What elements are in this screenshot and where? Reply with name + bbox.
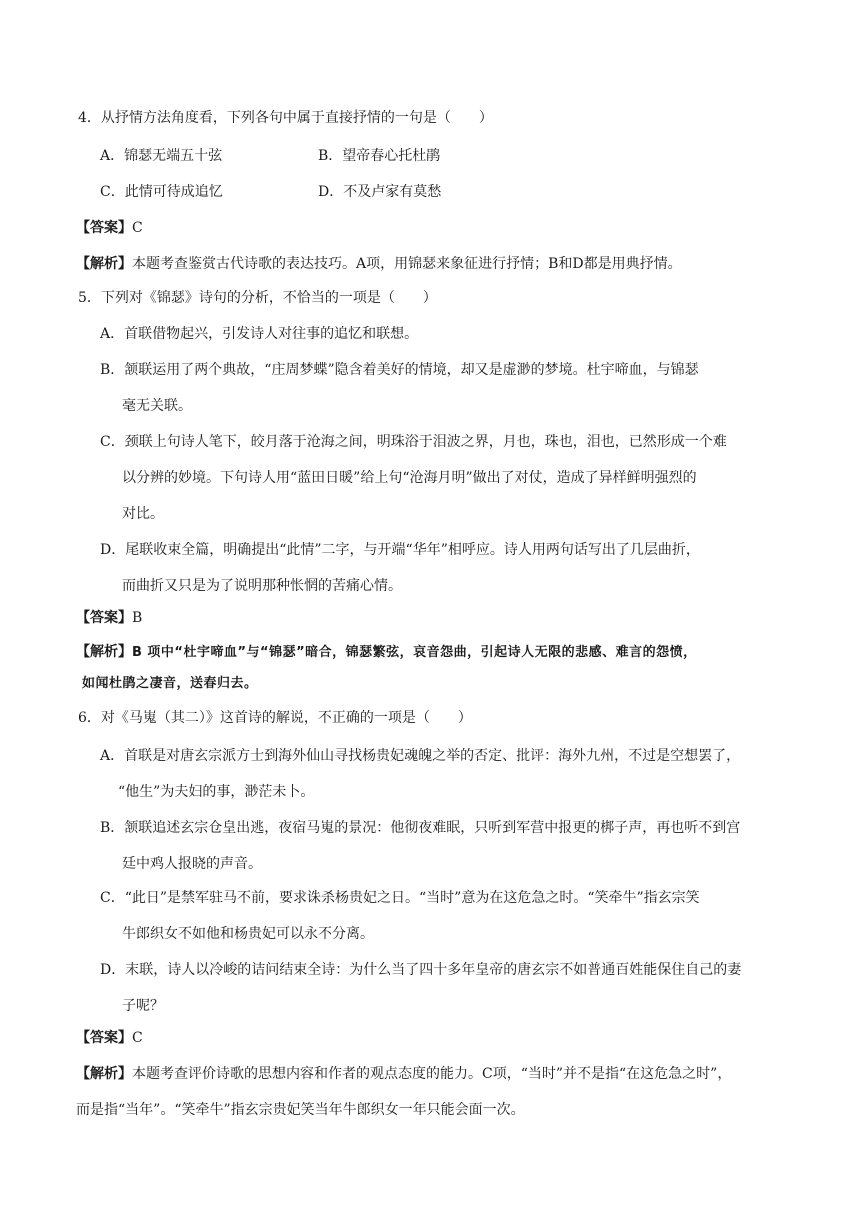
q5-analysis-line1 [76,642,697,663]
analysis-text: B 项中“杜宇啼血”与“锦瑟”暗合，锦瑟繁弦，哀音怨曲，引起诗人无限的悲感、难言的怨愤， [132,645,697,660]
q4-option-b: B．望帝春心托杜鹃 [318,148,441,164]
q6-stem: 6．对《马嵬（其二）》这首诗的解说，不正确的一项是（ ） [78,710,472,726]
q6-option-b-line2: 廷中鸡人报晓的声音。 [122,856,262,872]
q4-option-a: A．锦瑟无端五十弦 [100,148,223,164]
answer-value: C [132,220,143,236]
q6-answer [76,1028,143,1048]
q5-option-d-line1: D．尾联收束全篇，明确提出“此情”二字，与开端“华年”相呼应。诗人用两句话写出了几层曲折， [100,542,700,558]
q6-option-d-line2: 子呢？ [122,998,164,1014]
q4-option-d: D．不及卢家有莫愁 [318,184,442,200]
q6-option-c-line1: C．“此日”是禁军驻马不前，要求诛杀杨贵妃之日。“当时”意为在这危急之时。“笑牵牛”指玄宗笑 [100,890,700,906]
answer-value: C [132,1030,143,1046]
answer-tag: 【答案】 [76,220,132,236]
q5-option-b-line2: 毫无关联。 [122,398,192,414]
q4-option-c: C．此情可待成追忆 [100,184,223,200]
analysis-tag: 【解析】 [76,256,132,272]
q6-option-a-line2: “他生”为夫妇的事，渺茫未卜。 [118,784,315,800]
analysis-text: 本题考查评价诗歌的思想内容和作者的观点态度的能力。C项，“当时”并不是指“在这危急之时”， [132,1066,732,1082]
q4-stem: 4．从抒情方法角度看，下列各句中属于直接抒情的一句是（ ） [78,110,493,126]
q6-option-a-line1: A．首联是对唐玄宗派方士到海外仙山寻找杨贵妃魂魄之举的否定、批评：海外九州，不过是空想罢了， [100,748,741,764]
q5-stem: 5．下列对《锦瑟》诗句的分析，不恰当的一项是（ ） [78,290,437,306]
q6-analysis-line2: 而是指“当年”。“笑牵牛”指玄宗贵妃笑当年牛郎织女一年只能会面一次。 [76,1102,525,1118]
q5-option-c-line3: 对比。 [122,506,164,522]
q5-option-a: A．首联借物起兴，引发诗人对往事的追忆和联想。 [100,326,419,342]
analysis-tag: 【解析】 [76,644,132,660]
q6-option-d-line1: D．末联，诗人以冷峻的诘问结束全诗：为什么当了四十多年皇帝的唐玄宗不如普通百姓能保住自己的妻 [100,962,742,978]
q5-option-c-line1: C．颈联上句诗人笔下，皎月落于沧海之间，明珠浴于泪波之界，月也，珠也，泪也，已然形成一个难 [100,434,727,450]
analysis-tag: 【解析】 [76,1066,132,1082]
q5-analysis-line2: 如闻杜鹃之凄音，送春归去。 [82,676,258,691]
answer-tag: 【答案】 [76,610,132,626]
q5-option-d-line2: 而曲折又只是为了说明那种怅惘的苦痛心情。 [122,578,402,594]
analysis-text: 本题考查鉴赏古代诗歌的表达技巧。A项，用锦瑟来象征进行抒情；B和D都是用典抒情。 [132,256,682,272]
q5-option-b-line1: B．颔联运用了两个典故，“庄周梦蝶”隐含着美好的情境，却又是虚渺的梦境。杜宇啼血，与锦瑟 [100,362,699,378]
q4-answer [76,218,143,238]
q6-option-b-line1: B．颔联追述玄宗仓皇出逃，夜宿马嵬的景况：他彻夜难眠，只听到军营中报更的梆子声，再也听不到宫 [100,820,741,836]
q5-answer [76,608,142,628]
answer-value: B [132,610,143,626]
q6-analysis-line1 [76,1064,731,1084]
q6-option-c-line2: 牛郎织女不如他和杨贵妃可以永不分离。 [122,926,374,942]
q4-analysis [76,254,682,274]
answer-tag: 【答案】 [76,1030,132,1046]
q5-option-c-line2: 以分辨的妙境。下句诗人用“蓝田日暖”给上句“沧海月明”做出了对仗，造成了异样鲜明强烈的 [122,470,697,486]
